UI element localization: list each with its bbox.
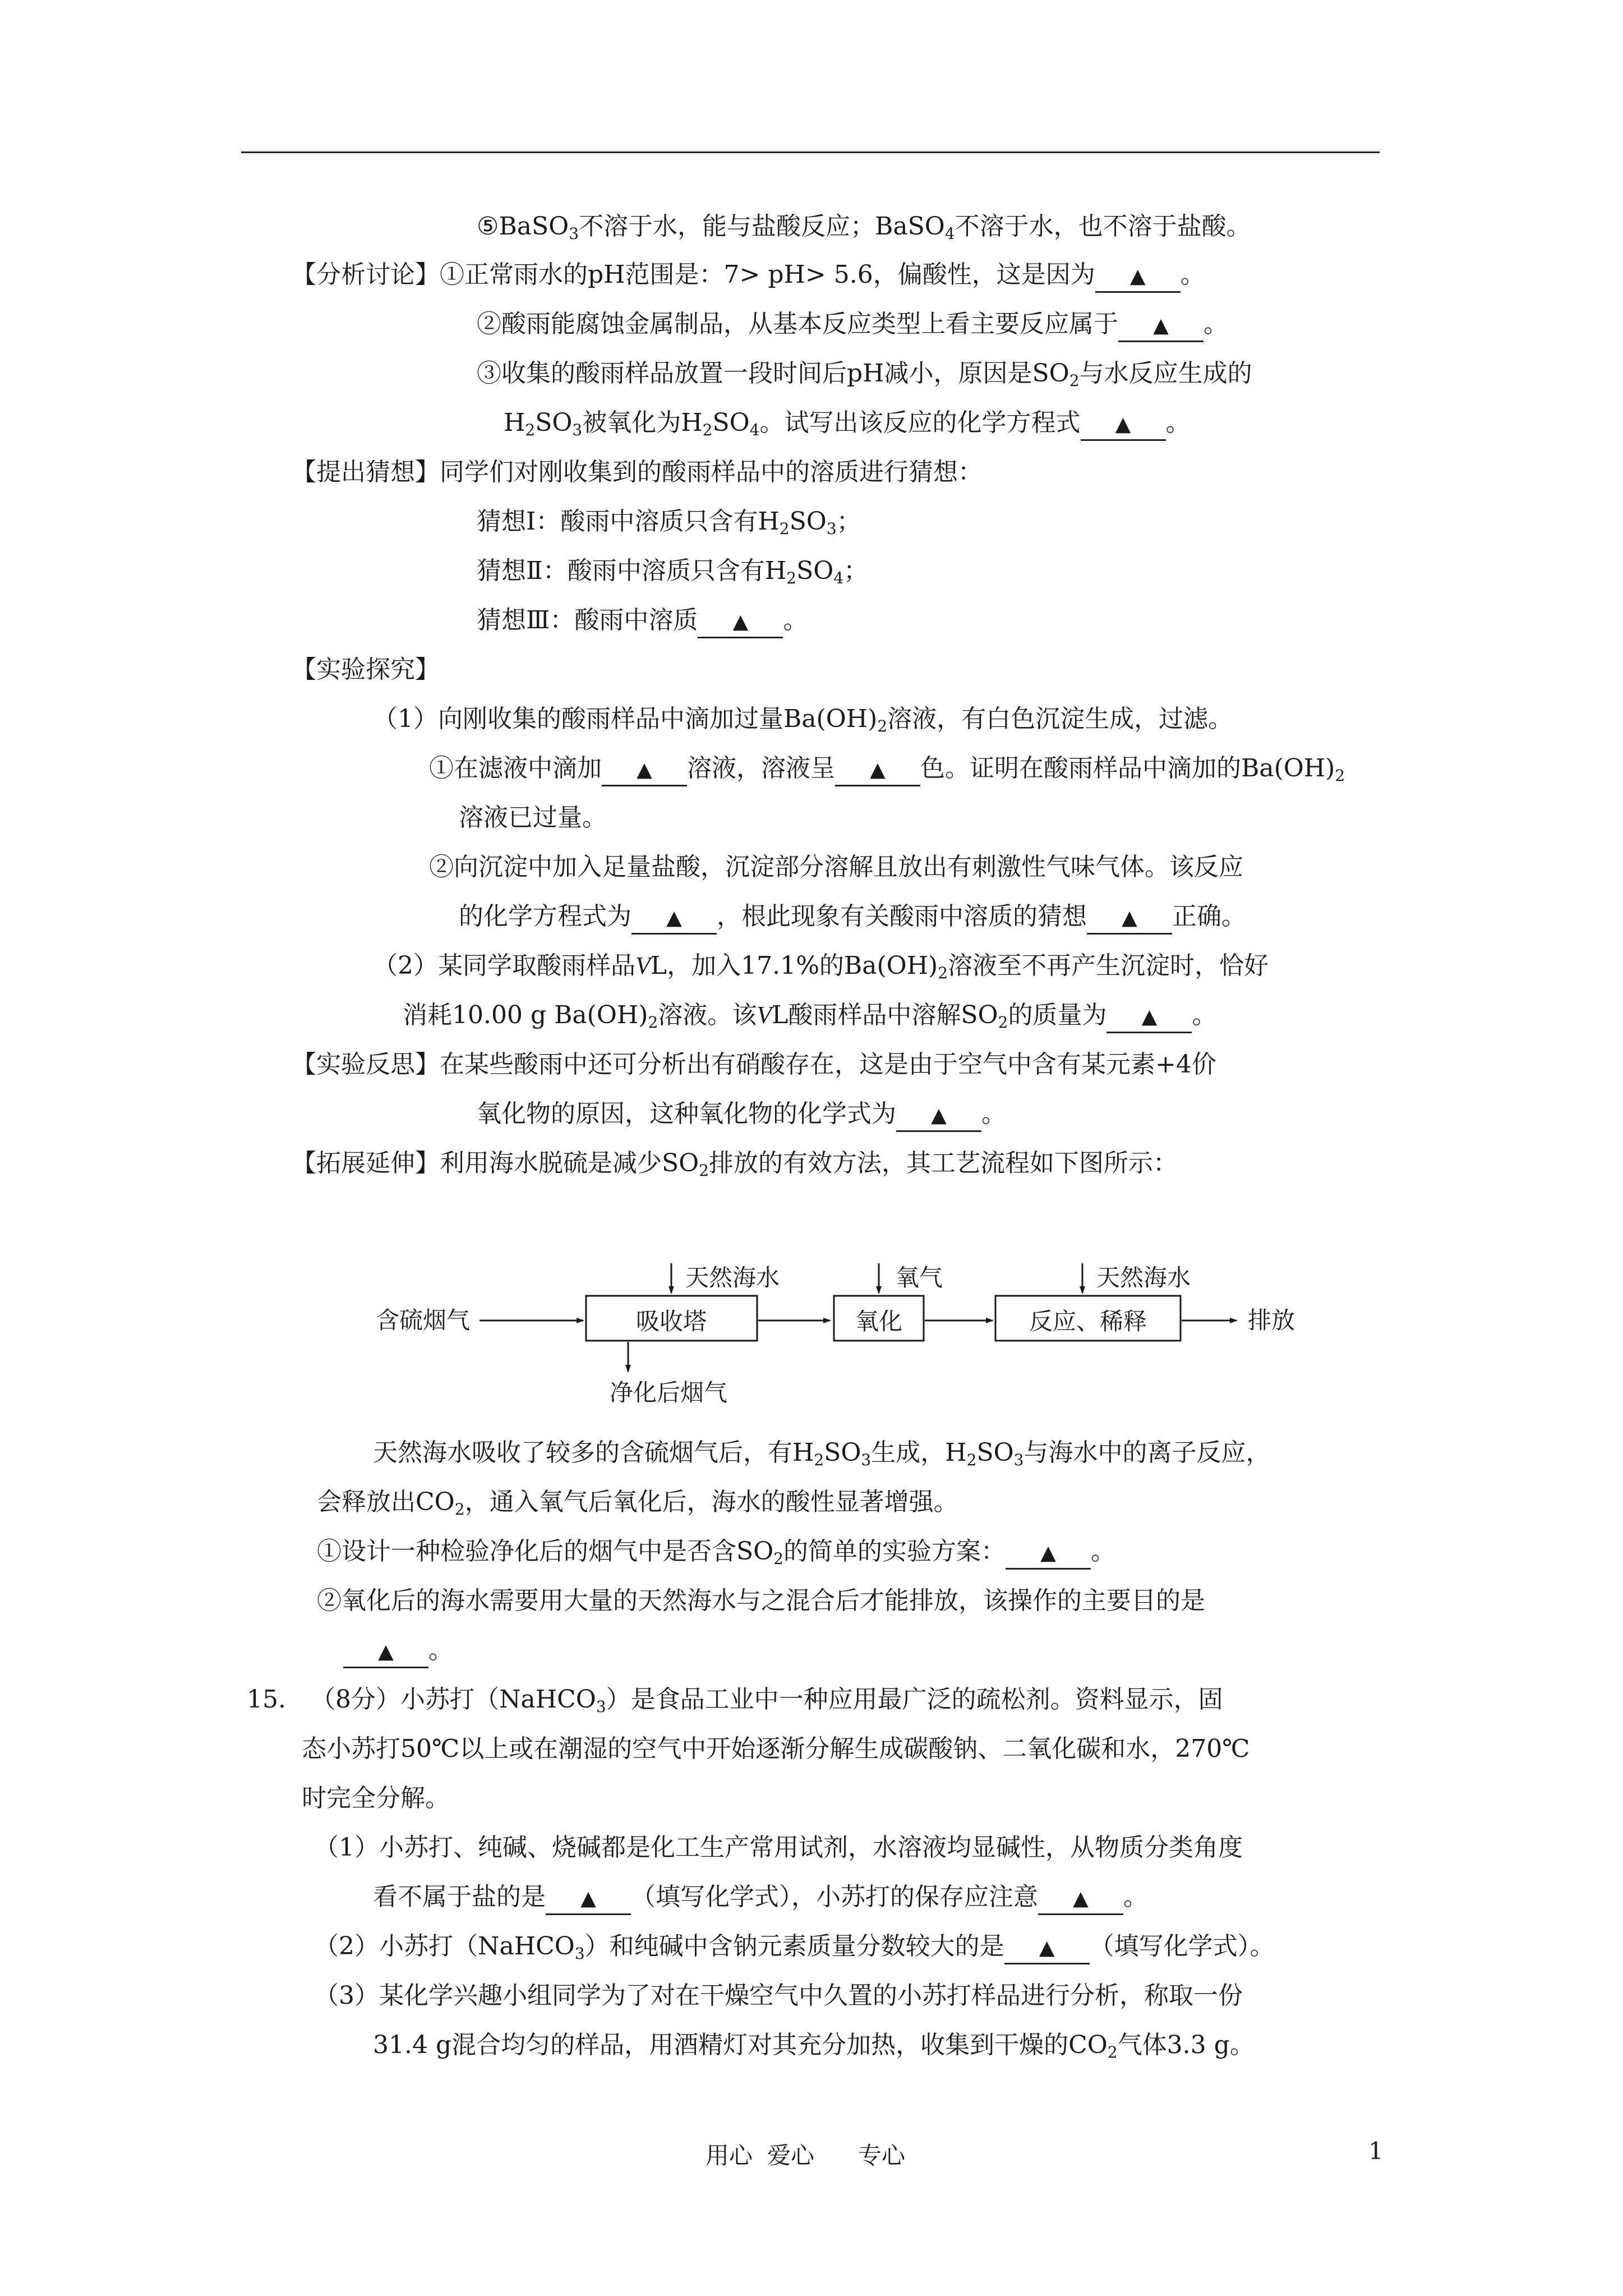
answer-blank[interactable]: ▲ [343, 1636, 428, 1668]
footer-motto-2: 爱心 [767, 2142, 815, 2169]
hypothesis-heading: 【提出猜想】同学们对刚收集到的酸雨样品中的溶质进行猜想： [292, 458, 983, 486]
reflection-cont: 氧化物的原因，这种氧化物的化学式为 ▲ 。 [477, 1097, 1006, 1132]
question-purpose: ②氧化后的海水需要用大量的天然海水与之混合后才能排放，该操作的主要目的是 [317, 1586, 1205, 1615]
answer-blank[interactable]: ▲ [1038, 1883, 1123, 1915]
footer-motto-1: 用心 [706, 2142, 753, 2169]
question-15-cont: 态小苏打50℃以上或在潮湿的空气中开始逐渐分解生成碳酸钠、二氧化碳和水，270℃ [302, 1734, 1250, 1763]
experiment-2-cont: 消耗10.00 g $Ba(OH)_2$溶液。该VL酸雨样品中溶解$SO_2$的质量为 ▲ 。 [403, 999, 1216, 1033]
question-15-1: （1）小苏打、纯碱、烧碱都是化工生产常用试剂，水溶液均显碱性，从物质分类角度 [314, 1833, 1243, 1862]
answer-blank[interactable]: ▲ [602, 754, 687, 786]
hypothesis-2: 猜想Ⅱ：酸雨中溶质只含有$H_2SO_4$； [477, 556, 869, 587]
answer-blank[interactable]: ▲ [1106, 1001, 1192, 1033]
flow-input-seawater-1: 天然海水 [685, 1264, 780, 1291]
question-15-3-cont: 31.4 g混合均匀的样品，用酒精灯对其充分加热，收集到干燥的$CO_2$气体3.3 g。 [373, 2031, 1255, 2062]
reflection: 【实验反思】在某些酸雨中还可分析出有硝酸存在，这是由于空气中含有某元素+4价 [292, 1050, 1216, 1079]
answer-blank[interactable]: ▲ [1095, 260, 1181, 293]
page-number: 1 [1368, 2137, 1384, 2165]
answer-blank[interactable]: ▲ [698, 606, 783, 638]
analysis-discussion-3-cont: $H_2SO_3$被氧化为$H_2SO_4$。试写出该反应的化学方程式 ▲ 。 [504, 406, 1191, 441]
experiment-2: （2）某同学取酸雨样品VL，加入17.1%的$Ba(OH)_2$溶液至不再产生沉淀时，恰好 [373, 951, 1269, 982]
answer-blank[interactable]: ▲ [1081, 408, 1166, 441]
answer-blank[interactable]: ▲ [1004, 1932, 1090, 1964]
analysis-discussion-1: 【分析讨论】①正常雨水的pH范围是：7> pH> 5.6，偏酸性，这是因为 ▲ 。 [292, 258, 1205, 293]
question-purpose-cont: ▲ 。 [343, 1634, 453, 1668]
question-design: ①设计一种检验净化后的烟气中是否含$SO_2$的简单的实验方案： ▲ 。 [317, 1535, 1115, 1570]
flow-input-seawater-2: 天然海水 [1096, 1264, 1191, 1291]
question-number: 15. [247, 1685, 286, 1714]
answer-blank[interactable]: ▲ [1118, 310, 1204, 342]
analysis-discussion-3: ③收集的酸雨样品放置一段时间后pH减小，原因是$SO_2$与水反应生成的 [477, 359, 1252, 390]
answer-blank[interactable]: ▲ [1006, 1537, 1091, 1570]
experiment-1-b: ②向沉淀中加入足量盐酸，沉淀部分溶解且放出有刺激性气味气体。该反应 [429, 853, 1243, 881]
flow-input-oxygen: 氧气 [896, 1264, 943, 1291]
analysis-discussion-2: ②酸雨能腐蚀金属制品，从基本反应类型上看主要反应属于 ▲ 。 [477, 307, 1228, 342]
flow-output-clean-gas: 净化后烟气 [610, 1379, 728, 1406]
question-15-1-cont: 看不属于盐的是 ▲ （填写化学式），小苏打的保存应注意 ▲ 。 [373, 1880, 1148, 1915]
extension: 【拓展延伸】利用海水脱硫是减少$SO_2$排放的有效方法，其工艺流程如下图所示： [292, 1149, 1178, 1180]
answer-blank[interactable]: ▲ [546, 1883, 631, 1915]
hypothesis-3: 猜想Ⅲ：酸雨中溶质 ▲ 。 [477, 604, 808, 638]
answer-blank[interactable]: ▲ [631, 902, 717, 935]
answer-blank[interactable]: ▲ [896, 1099, 981, 1132]
answer-blank[interactable]: ▲ [1087, 902, 1172, 935]
flow-box-oxidation-label: 氧化 [855, 1308, 903, 1335]
experiment-heading: 【实验探究】 [292, 655, 440, 684]
answer-blank[interactable]: ▲ [835, 754, 920, 786]
question-15-cont-2: 时完全分解。 [302, 1784, 450, 1812]
experiment-1-b-cont: 的化学方程式为 ▲ ，根此现象有关酸雨中溶质的猜想 ▲ 正确。 [459, 900, 1246, 935]
question-15-3: （3）某化学兴趣小组同学为了对在干燥空气中久置的小苏打样品进行分析，称取一份 [314, 1981, 1243, 2010]
text-line: ⑤BaSO$_3$不溶于水，能与盐酸反应；BaSO$_4$不溶于水，也不溶于盐酸。 [477, 212, 1251, 243]
paragraph-seawater-cont: 会释放出$CO_2$，通入氧气后氧化后，海水的酸性显著增强。 [317, 1488, 958, 1519]
flow-output-discharge: 排放 [1248, 1306, 1295, 1334]
experiment-1-a: ①在滤液中滴加 ▲ 溶液，溶液呈 ▲ 色。证明在酸雨样品中滴加的$Ba(OH)_2$ [429, 752, 1345, 786]
question-15: 15. （8分）小苏打（NaHCO$_3$）是食品工业中一种应用最广泛的疏松剂。资料显示，固 [247, 1685, 1223, 1716]
experiment-1: （1）向刚收集的酸雨样品中滴加过量$Ba(OH)_2$溶液，有白色沉淀生成，过滤。 [373, 705, 1233, 735]
flow-box-absorber-label: 吸收塔 [635, 1308, 707, 1335]
hypothesis-1: 猜想Ⅰ：酸雨中溶质只含有$H_2SO_3$； [477, 507, 861, 538]
flow-input-label: 含硫烟气 [376, 1306, 471, 1334]
footer-motto-3: 专心 [858, 2142, 906, 2169]
question-15-2: （2）小苏打（NaHCO$_3$）和纯碱中含钠元素质量分数较大的是 ▲ （填写化学式）。 [314, 1930, 1275, 1964]
paragraph-seawater: 天然海水吸收了较多的含硫烟气后，有$H_2SO_3$生成，$H_2SO_3$与海水中的离子反应， [373, 1438, 1271, 1469]
experiment-1-a-cont: 溶液已过量。 [459, 803, 607, 832]
flow-box-reaction-label: 反应、稀释 [1029, 1308, 1147, 1335]
